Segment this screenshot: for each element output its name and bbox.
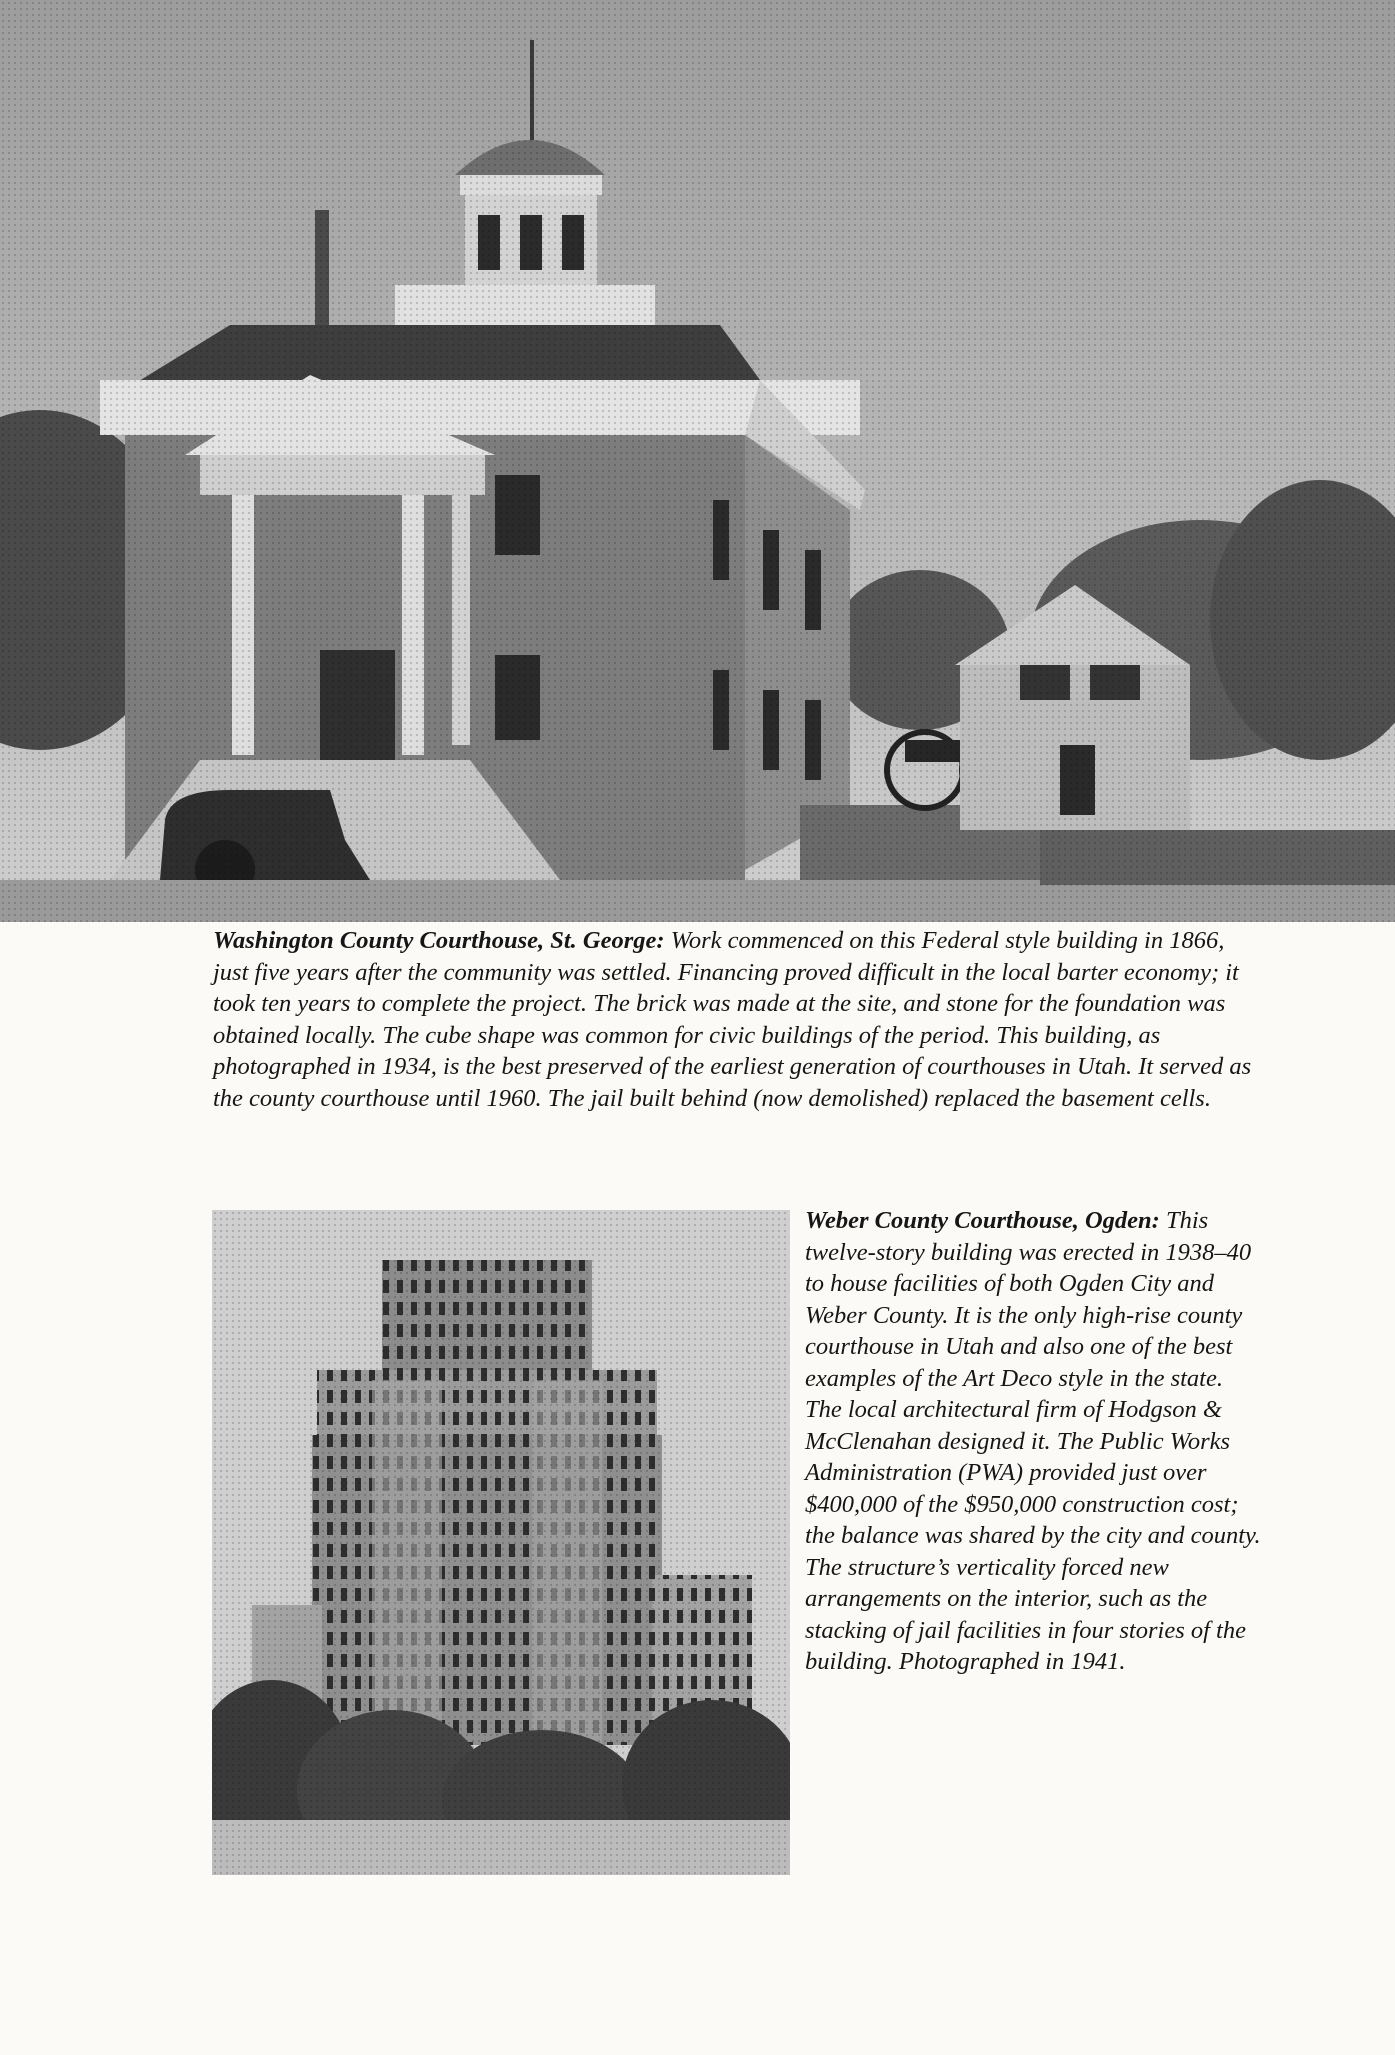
washington-courthouse-photo [0, 0, 1395, 922]
washington-courthouse-caption [213, 925, 1258, 1114]
washington-caption-title: Washington County Courthouse, St. George: [213, 927, 665, 954]
weber-courthouse-caption [805, 1205, 1265, 1678]
weber-caption-text: This twelve-story building was erected in 1938–40 to house facilities of both Ogden City and Weber County. It is the only high-rise county courthouse in Utah and also one of the best examples of the Art Deco style in the state. The local architectural firm of Hodgson & McClenahan designed it. The Public Works Administration (PWA) provided just over $400,000 of the $950,000 construction cost; the balance was shared by the city and county. The structure’s verticality forced new arrangements on the interior, such as the stacking of jail facilities in four stories of the building. Photographed in 1941. [805, 1207, 1261, 1675]
weber-caption-title: Weber County Courthouse, Ogden: [805, 1207, 1160, 1234]
weber-courthouse-photo [212, 1210, 790, 1875]
washington-caption-text: Work commenced on this Federal style building in 1866, just five years after the community was settled. Financing proved difficult in the local barter economy; it took ten years to complete the project. The brick was made at the site, and stone for the foundation was obtained locally. The cube shape was common for civic buildings of the period. This building, as photographed in 1934, is the best preserved of the earliest generation of courthouses in Utah. It served as the county courthouse until 1960. The jail built behind (now demolished) replaced the basement cells. [213, 927, 1252, 1112]
